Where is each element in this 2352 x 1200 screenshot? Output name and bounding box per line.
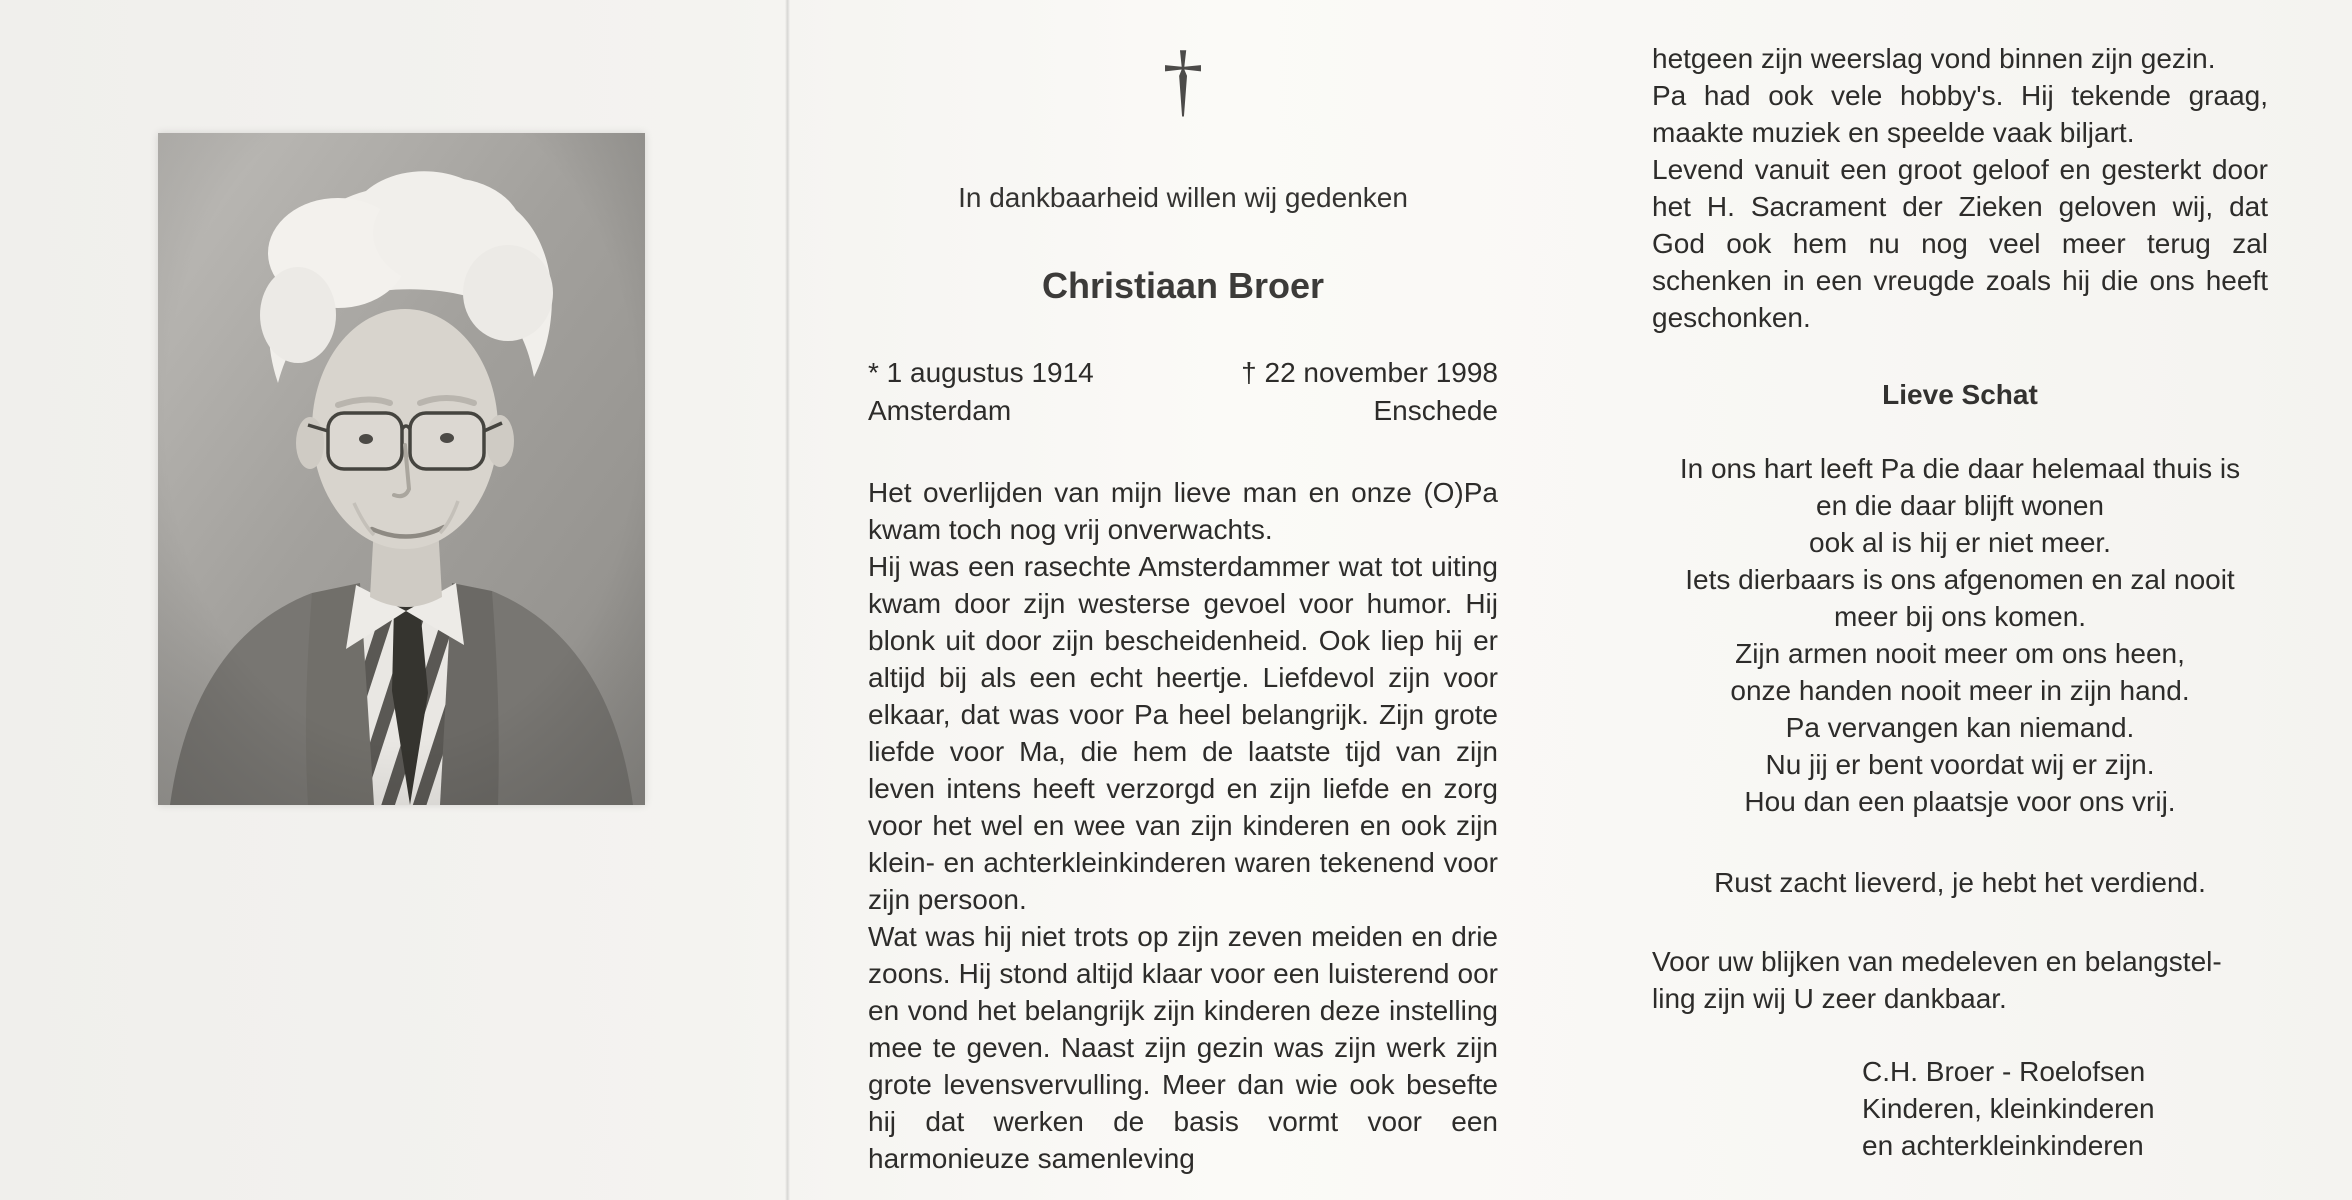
- paragraph: Levend vanuit een groot geloof en gesterkt door het H. Sacrament der Zieken geloven wij, dat God ook hem nu nog veel meer terug zal schenken in een vreugde zoals hij die ons heeft geschonken.: [1652, 154, 2268, 333]
- acknowledgement-line: ling zijn wij U zeer dankbaar.: [1652, 983, 2007, 1014]
- dates-row: [868, 354, 1498, 392]
- fold-line: [785, 0, 790, 1200]
- portrait-photo: [158, 133, 645, 805]
- memorial-text: [868, 474, 1498, 1177]
- signature-line: en achterkleinkinderen: [1862, 1130, 2144, 1161]
- death-date: † 22 november 1998: [1241, 357, 1498, 388]
- signature-block: [1652, 1053, 2268, 1164]
- poem: [1652, 450, 2268, 820]
- paragraph: Hij was een rasechte Amsterdammer wat tot uiting kwam door zijn westerse gevoel voor humor. Hij blonk uit door zijn bescheidenheid. Ook liep hij er altijd bij als een echt heertje. Liefdevol zijn voor elkaar, dat was voor Pa heel belangrijk. Zijn grote liefde voor Ma, die hem de laatste tijd van zijn leven intens heeft verzorgd en zijn liefde en zorg voor het wel en wee van zijn kinderen en ook zijn klein- en achterkleinkinderen waren tekenend voor zijn persoon.: [868, 551, 1498, 915]
- poem-line: Hou dan een plaatsje voor ons vrij.: [1744, 786, 2176, 817]
- inner-left-page: [868, 34, 1498, 1177]
- places-row: [868, 392, 1498, 430]
- paragraph: Wat was hij niet trots op zijn zeven meiden en drie zoons. Hij stond altijd klaar voor een luisterend oor en vond het belangrijk zijn kinderen deze instelling mee te geven. Naast zijn gezin was zijn werk zijn grote levensvervulling. Meer dan wie ook besefte hij dat werken de basis vormt voor een harmonieuze samenleving: [868, 921, 1498, 1174]
- paragraph: Pa had ook vele hobby's. Hij tekende graag, maakte muziek en speelde vaak biljart.: [1652, 80, 2268, 148]
- life-dates: [868, 354, 1498, 430]
- poem-line: ook al is hij er niet meer.: [1809, 527, 2111, 558]
- poem-heading: Lieve Schat: [1882, 379, 2038, 410]
- acknowledgement: [1652, 943, 2268, 1017]
- paragraph: hetgeen zijn weerslag vond binnen zijn gezin.: [1652, 43, 2216, 74]
- signature-line: C.H. Broer - Roelofsen: [1862, 1056, 2146, 1087]
- poem-line: onze handen nooit meer in zijn hand.: [1730, 675, 2190, 706]
- acknowledgement-line: Voor uw blijken van medeleven en belangstel-: [1652, 946, 2222, 977]
- birth-place: Amsterdam: [868, 395, 1012, 426]
- cross-icon: †: [1162, 34, 1204, 125]
- poem-line: Pa vervangen kan niemand.: [1785, 712, 2135, 743]
- death-place: Enschede: [1373, 395, 1498, 426]
- deceased-name: Christiaan Broer: [1041, 265, 1325, 306]
- poem-line: In ons hart leeft Pa die daar helemaal thuis is: [1679, 453, 2241, 484]
- memorial-intro: In dankbaarheid willen wij gedenken: [958, 182, 1408, 213]
- closing-line: Rust zacht lieverd, je hebt het verdiend.: [1714, 867, 2206, 898]
- poem-line: meer bij ons komen.: [1833, 601, 2087, 632]
- poem-line: Nu jij er bent voordat wij er zijn.: [1765, 749, 2155, 780]
- signature-line: Kinderen, kleinkinderen: [1862, 1093, 2155, 1124]
- poem-line: Iets dierbaars is ons afgenomen en zal nooit: [1685, 564, 2235, 595]
- birth-date: * 1 augustus 1914: [868, 357, 1094, 388]
- paragraph: Het overlijden van mijn lieve man en onze (O)Pa kwam toch nog vrij onverwachts.: [868, 477, 1498, 545]
- poem-line: Zijn armen nooit meer om ons heen,: [1735, 638, 2185, 669]
- inner-right-page: [1652, 40, 2268, 1164]
- memorial-text-continued: [1652, 40, 2268, 336]
- poem-line: en die daar blijft wonen: [1816, 490, 2104, 521]
- portrait-illustration: [158, 133, 645, 805]
